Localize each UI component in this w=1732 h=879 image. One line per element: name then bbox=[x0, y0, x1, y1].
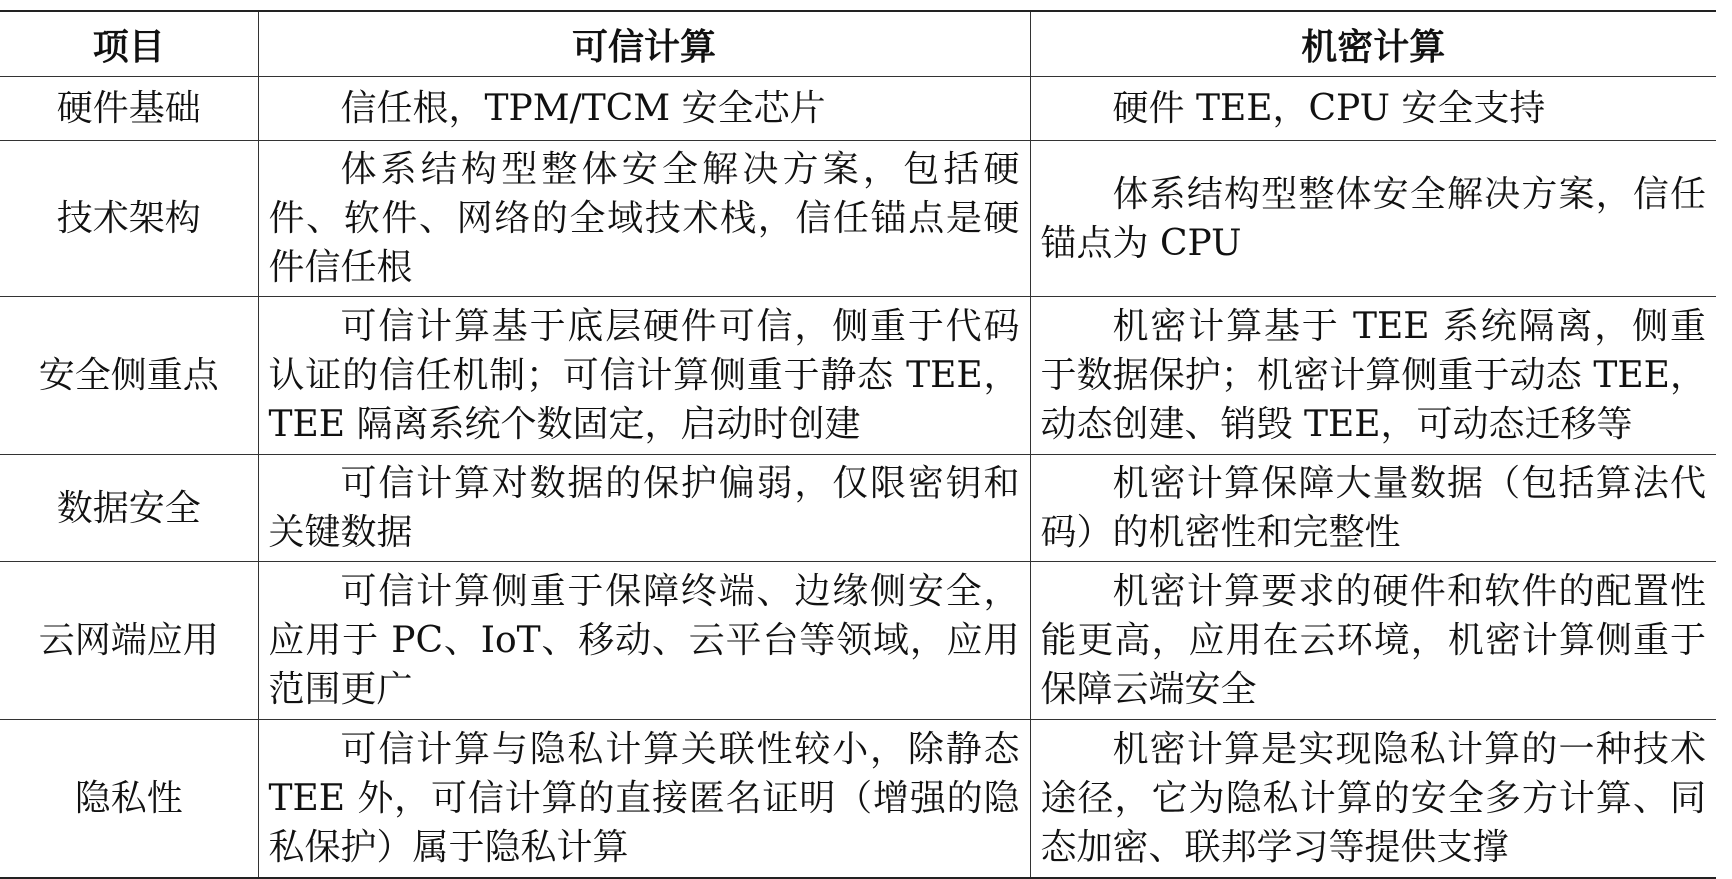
trusted-cell: 可信计算基于底层硬件可信，侧重于代码认证的信任机制；可信计算侧重于静态 TEE，TEE 隔离系统个数固定，启动时创建 bbox=[258, 297, 1030, 455]
row-item-cell: 硬件基础 bbox=[0, 77, 258, 141]
header-confidential-computing: 机密计算 bbox=[1030, 11, 1716, 77]
header-trusted-computing: 可信计算 bbox=[258, 11, 1030, 77]
row-item-cell: 安全侧重点 bbox=[0, 297, 258, 455]
confidential-cell: 机密计算保障大量数据（包括算法代码）的机密性和完整性 bbox=[1030, 455, 1716, 562]
table-row bbox=[0, 77, 1716, 141]
trusted-cell: 可信计算对数据的保护偏弱，仅限密钥和关键数据 bbox=[258, 455, 1030, 562]
comparison-table bbox=[0, 10, 1716, 879]
table-row bbox=[0, 297, 1716, 455]
comparison-table-wrapper bbox=[0, 10, 1716, 879]
table-row bbox=[0, 141, 1716, 297]
table-row bbox=[0, 562, 1716, 720]
trusted-cell: 可信计算与隐私计算关联性较小，除静态 TEE 外，可信计算的直接匿名证明（增强的隐私保护）属于隐私计算 bbox=[258, 720, 1030, 879]
table-row bbox=[0, 720, 1716, 879]
confidential-cell: 机密计算要求的硬件和软件的配置性能更高，应用在云环境，机密计算侧重于保障云端安全 bbox=[1030, 562, 1716, 720]
table-row bbox=[0, 455, 1716, 562]
row-item-cell: 云网端应用 bbox=[0, 562, 258, 720]
table-header-row bbox=[0, 11, 1716, 77]
confidential-cell: 体系结构型整体安全解决方案，信任锚点为 CPU bbox=[1030, 141, 1716, 297]
trusted-cell: 可信计算侧重于保障终端、边缘侧安全，应用于 PC、IoT、移动、云平台等领域，应用范围更广 bbox=[258, 562, 1030, 720]
confidential-cell: 机密计算基于 TEE 系统隔离，侧重于数据保护；机密计算侧重于动态 TEE，动态创建、销毁 TEE，可动态迁移等 bbox=[1030, 297, 1716, 455]
row-item-cell: 数据安全 bbox=[0, 455, 258, 562]
row-item-cell: 技术架构 bbox=[0, 141, 258, 297]
trusted-cell: 体系结构型整体安全解决方案，包括硬件、软件、网络的全域技术栈，信任锚点是硬件信任根 bbox=[258, 141, 1030, 297]
confidential-cell: 机密计算是实现隐私计算的一种技术途径，它为隐私计算的安全多方计算、同态加密、联邦学习等提供支撑 bbox=[1030, 720, 1716, 879]
trusted-cell: 信任根，TPM/TCM 安全芯片 bbox=[258, 77, 1030, 141]
header-item: 项目 bbox=[0, 11, 258, 77]
confidential-cell: 硬件 TEE，CPU 安全支持 bbox=[1030, 77, 1716, 141]
row-item-cell: 隐私性 bbox=[0, 720, 258, 879]
